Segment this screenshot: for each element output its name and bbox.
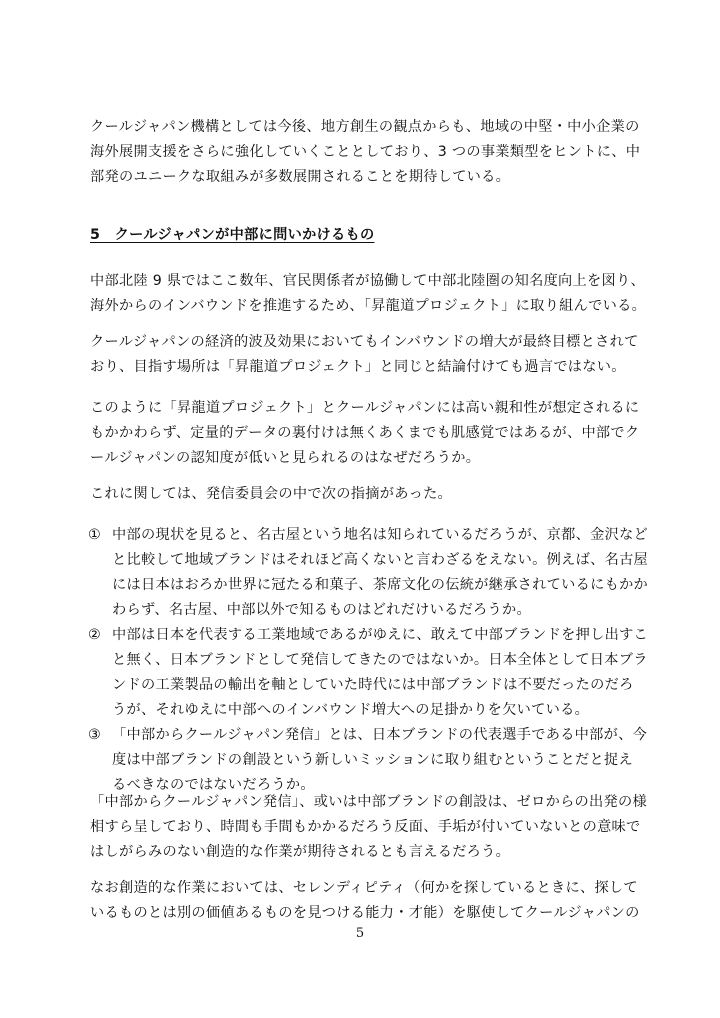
list-marker: ① xyxy=(88,527,102,543)
text-line: には日本はおろか世界に冠たる和菓子、茶席文化の伝統が継承されているにもかか xyxy=(112,577,649,593)
text-line: うが、それゆえに中部へのインバウンド増大への足掛かりを欠いている。 xyxy=(112,702,590,718)
list-marker: ③ xyxy=(88,727,102,743)
list-item xyxy=(90,623,660,723)
text-line: なお創造的な作業においては、セレンディピティ（何かを探しているときに、探して xyxy=(90,880,638,896)
text-line: 部発のユニークな取組みが多数展開されることを期待している。 xyxy=(90,169,511,185)
list-item xyxy=(90,523,660,623)
text-line: と比較して地域ブランドはそれほど高くないと言わざるをえない。例えば、名古屋 xyxy=(112,552,649,568)
text-line: ンドの工業製品の輸出を軸としていた時代には中部ブランドは不要だったのだろ xyxy=(112,677,634,693)
text-line: クールジャパンの経済的波及効果においてもインバウンドの増大が最終目標とされて xyxy=(90,334,639,350)
text-line: おり、目指す場所は「昇龍道プロジェクト」と同じと結論付けても過言ではない。 xyxy=(90,359,626,375)
text-line: 相すら呈しており、時間も手間もかかるだろう反面、手垢が付いていないとの意味で xyxy=(90,819,641,835)
body-paragraph xyxy=(90,330,650,380)
body-paragraph xyxy=(90,269,650,319)
section-heading: 5 クールジャパンが中部に問いかけるもの xyxy=(90,227,375,243)
text-line: 中部の現状を見ると、名古屋という地名は知られているだろうが、京都、金沢など xyxy=(112,527,649,543)
text-line: これに関しては、発信委員会の中で次の指摘があった。 xyxy=(90,486,453,502)
text-line: 「中部からクールジャパン発信」とは、日本ブランドの代表選手である中部が、今 xyxy=(112,727,648,743)
list-marker: ② xyxy=(88,627,102,643)
text-line: 海外からのインバウンドを推進するため、「昇龍道プロジェクト」に取り組んでいる。 xyxy=(90,298,647,314)
text-line: 海外展開支援をさらに強化していくこととしており、3 つの事業類型をヒントに、中 xyxy=(90,144,641,160)
text-line: はしがらみのない創造的な作業が期待されるとも言えるだろう。 xyxy=(90,844,511,860)
list-item xyxy=(90,723,660,798)
page-number: 5 xyxy=(355,926,365,941)
text-line: このように「昇龍道プロジェクト」とクールジャパンには高い親和性が想定されるに xyxy=(90,400,640,416)
closing-paragraph xyxy=(90,790,650,865)
text-line: 「中部からクールジャパン発信」、或いは中部ブランドの創設は、ゼロからの出発の様 xyxy=(90,794,647,810)
text-line: クールジャパン機構としては今後、地方創生の観点からも、地域の中堅・中小企業の xyxy=(90,119,640,135)
text-line: いるものとは別の価値あるものを見つける能力・才能）を駆使してクールジャパンの xyxy=(90,905,640,921)
text-line: 度は中部ブランドの創設という新しいミッションに取り組むということだと捉え xyxy=(112,752,633,768)
body-paragraph xyxy=(90,396,650,471)
text-line: ールジャパンの認知度が低いと見られるのはなぜだろうか。 xyxy=(90,450,481,466)
text-line: と無く、日本ブランドとして発信してきたのではないか。日本全体として日本ブラ xyxy=(112,652,648,668)
indicator-list xyxy=(90,523,660,798)
body-paragraph xyxy=(90,482,650,507)
closing-paragraph xyxy=(90,876,650,926)
text-line: 中部北陸 9 県ではここ数年、官民関係者が協働して中部北陸圏の知名度向上を図り、 xyxy=(90,273,645,289)
text-line: わらず、名古屋、中部以外で知るものはどれだけいるだろうか。 xyxy=(112,602,532,618)
text-line: もかかわらず、定量的データの裏付けは無くあくまでも肌感覚ではあるが、中部でク xyxy=(90,425,640,441)
intro-paragraph xyxy=(90,115,650,190)
text-line: 中部は日本を代表する工業地域であるがゆえに、敢えて中部ブランドを押し出すこ xyxy=(112,627,649,643)
text-line: るべきなのではないだろうか。 xyxy=(112,777,315,793)
